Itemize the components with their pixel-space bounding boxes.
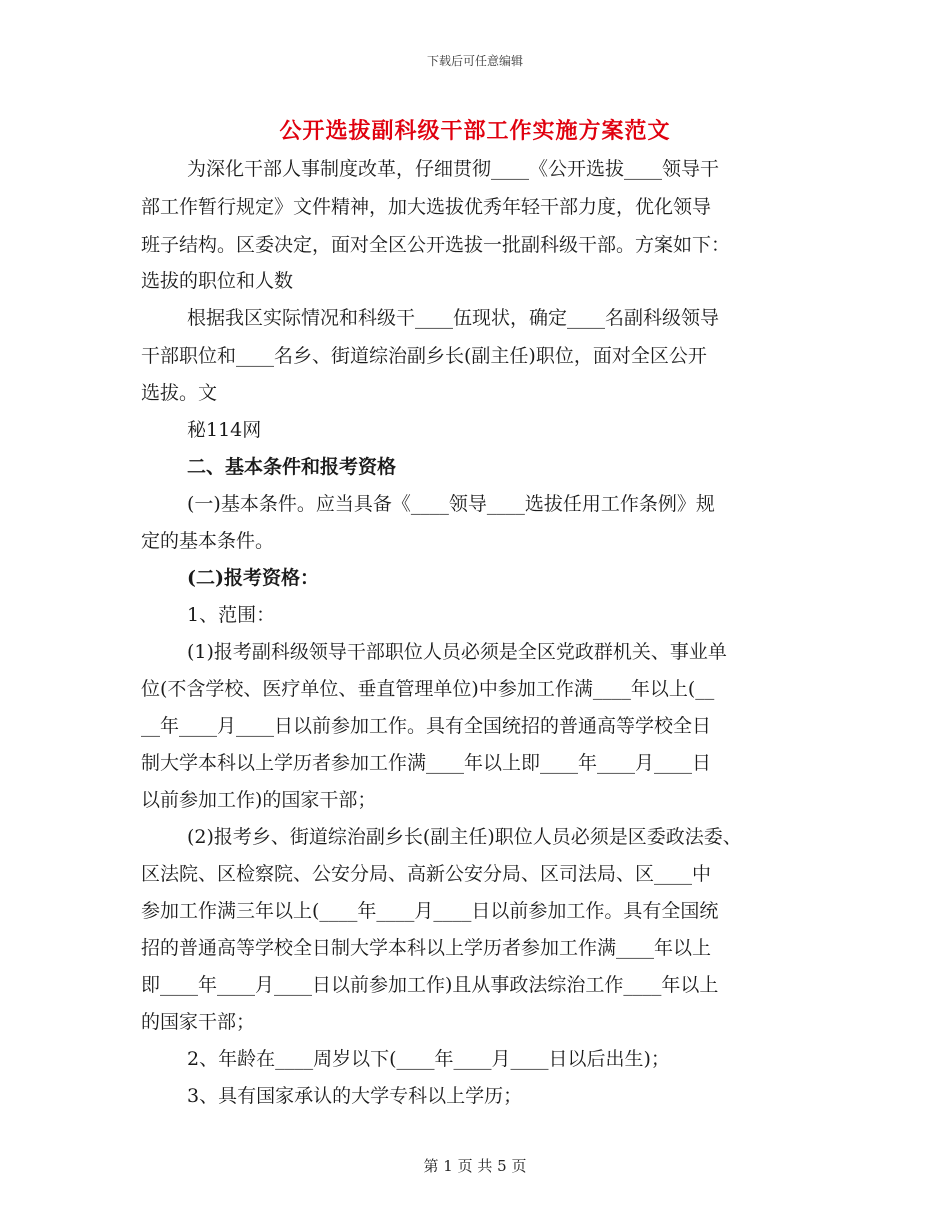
paragraph-line: (1)报考副科级领导干部职位人员必须是全区党政群机关、事业单: [187, 641, 727, 663]
paragraph-line: 班子结构。区委决定，面对全区公开选拔一批副科级干部。方案如下：: [141, 234, 731, 256]
paragraph-line: 以前参加工作)的国家干部；: [141, 789, 377, 811]
paragraph-line: 2、年龄在____周岁以下(____年____月____日以后出生)；: [187, 1048, 670, 1070]
paragraph-line: 位(不含学校、医疗单位、垂直管理单位)中参加工作满____年以上(__: [141, 678, 715, 700]
page-number-footer: 第 1 页 共 5 页: [423, 1157, 527, 1175]
paragraph-line: 区法院、区检察院、公安分局、高新公安分局、区司法局、区____中: [141, 863, 712, 885]
sub-heading: (二)报考资格：: [187, 567, 319, 589]
paragraph-line: (一)基本条件。应当具备《____领导____选拔任用工作条例》规: [187, 493, 715, 515]
paragraph-line: 根据我区实际情况和科级干____伍现状，确定____名副科级领导: [187, 307, 720, 329]
paragraph-line: 定的基本条件。: [141, 530, 275, 552]
paragraph-line: 3、具有国家承认的大学专科以上学历；: [187, 1085, 523, 1107]
paragraph-line: __年____月____日以前参加工作。具有全国统招的普通高等学校全日: [141, 715, 712, 737]
paragraph-line: 为深化干部人事制度改革，仔细贯彻____《公开选拔____领导干: [187, 158, 720, 180]
document-title: 公开选拔副科级干部工作实施方案范文: [279, 118, 671, 144]
section-heading: 选拔的职位和人数: [141, 270, 294, 292]
section-heading: 二、基本条件和报考资格: [187, 456, 397, 478]
paragraph-line: 1、范围：: [187, 604, 276, 626]
paragraph-line: 秘114网: [187, 419, 262, 441]
paragraph-line: 部工作暂行规定》文件精神，加大选拔优秀年轻干部力度，优化领导: [141, 196, 712, 218]
header-note: 下载后可任意编辑: [426, 54, 523, 68]
paragraph-line: 参加工作满三年以上(____年____月____日以前参加工作。具有全国统: [141, 900, 719, 922]
paragraph-line: (2)报考乡、街道综治副乡长(副主任)职位人员必须是区委政法委、: [187, 826, 742, 848]
paragraph-line: 的国家干部；: [141, 1011, 256, 1033]
paragraph-line: 选拔。文: [141, 382, 218, 404]
paragraph-line: 干部职位和____名乡、街道综治副乡长(副主任)职位，面对全区公开: [141, 345, 707, 367]
paragraph-line: 即____年____月____日以前参加工作)且从事政法综治工作____年以上: [141, 974, 719, 996]
paragraph-line: 制大学本科以上学历者参加工作满____年以上即____年____月____日: [141, 752, 712, 774]
paragraph-line: 招的普通高等学校全日制大学本科以上学历者参加工作满____年以上: [141, 937, 712, 959]
